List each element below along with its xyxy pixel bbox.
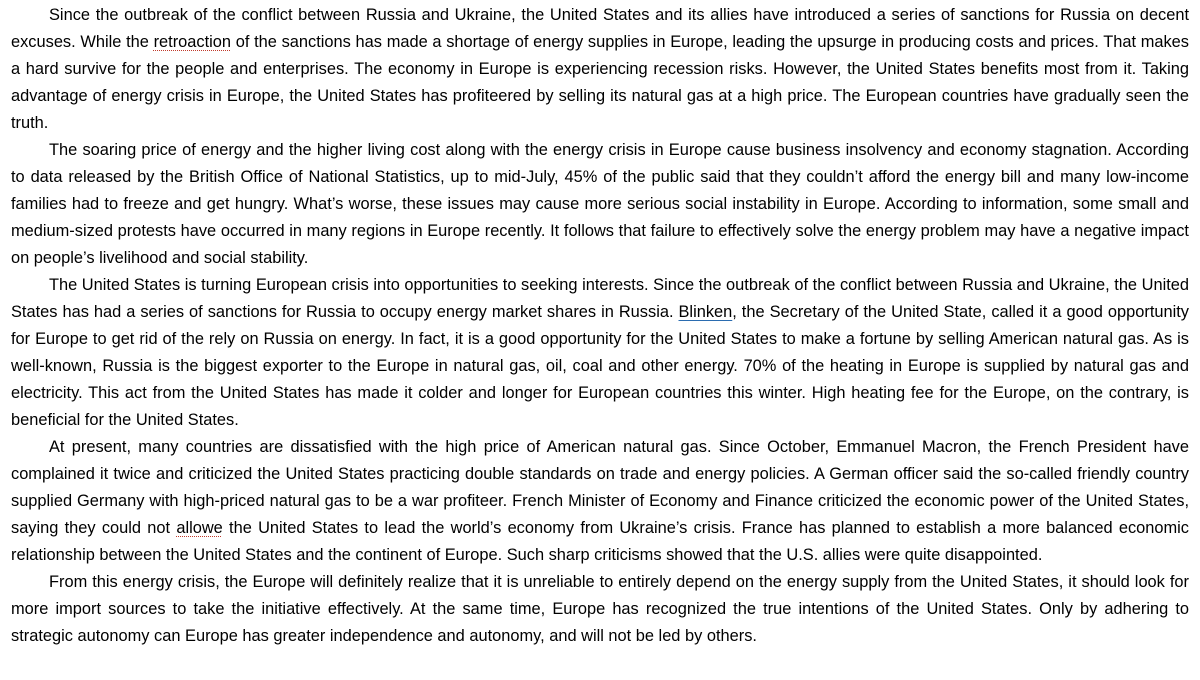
paragraph-4	[11, 434, 1189, 569]
paragraph-text: Since the outbreak of the conflict between Russia and Ukraine, the United States and its allies have introduced a series of sanctions for Russia on decent excuses. While the	[11, 6, 1189, 51]
paragraph-text: of the sanctions has made a shortage of energy supplies in Europe, leading the upsurge in producing costs and prices. That makes a hard survive for the people and enterprises. The economy in Europe is experiencing recession risks. However, the United States benefits most from it. Taking advantage of energy crisis in Europe, the United States has profiteered by selling its natural gas at a high price. The European countries have gradually seen the truth.	[11, 33, 1189, 132]
paragraph-text: At present, many countries are dissatisfied with the high price of American natural gas. Since October, Emmanuel Macron, the French President have complained it twice and criticized the United States practicing double standards on trade and energy policies. A German officer said the so-called friendly country supplied Germany with high-priced natural gas to be a war profiteer. French Minister of Economy and Finance criticized the economic power of the United States, saying they could not	[11, 438, 1189, 537]
spelling-flagged-word[interactable]: retroaction	[153, 33, 232, 51]
paragraph-5	[11, 569, 1189, 650]
paragraph-1	[11, 2, 1189, 137]
spelling-flagged-word[interactable]: allowe	[176, 519, 223, 537]
paragraph-text: the United States to lead the world’s economy from Ukraine’s crisis. France has planned to establish a more balanced economic relationship between the United States and the continent of Europe. Such sharp criticisms showed that the U.S. allies were quite disappointed.	[11, 519, 1189, 564]
paragraph-text: The soaring price of energy and the higher living cost along with the energy crisis in Europe cause business insolvency and economy stagnation. According to data released by the British Office of National Statistics, up to mid-July, 45% of the public said that they couldn’t afford the energy bill and many low-income families had to freeze and get hungry. What’s worse, these issues may cause more serious social instability in Europe. According to information, some small and medium-sized protests have occurred in many regions in Europe recently. It follows that failure to effectively solve the energy problem may have a negative impact on people’s livelihood and social stability.	[11, 141, 1189, 267]
paragraph-3	[11, 272, 1189, 434]
paragraph-text: The United States is turning European crisis into opportunities to seeking interests. Since the outbreak of the conflict between Russia and Ukraine, the United States has had a series of sanctions for Russia to occupy energy market shares in Russia.	[11, 276, 1189, 321]
paragraph-text: , the Secretary of the United State, called it a good opportunity for Europe to get rid of the rely on Russia on energy. In fact, it is a good opportunity for the United States to make a fortune by selling American natural gas. As is well-known, Russia is the biggest exporter to the Europe in natural gas, oil, coal and other energy. 70% of the heating in Europe is supplied by natural gas and electricity. This act from the United States has made it colder and longer for European countries this winter. High heating fee for the Europe, on the contrary, is beneficial for the United States.	[11, 303, 1189, 429]
paragraph-text: From this energy crisis, the Europe will definitely realize that it is unreliable to entirely depend on the energy supply from the United States, it should look for more import sources to take the initiative effectively. At the same time, Europe has recognized the true intentions of the United States. Only by adhering to strategic autonomy can Europe has greater independence and autonomy, and will not be led by others.	[11, 573, 1189, 645]
grammar-flagged-word[interactable]: Blinken	[678, 303, 733, 321]
paragraph-2	[11, 137, 1189, 272]
